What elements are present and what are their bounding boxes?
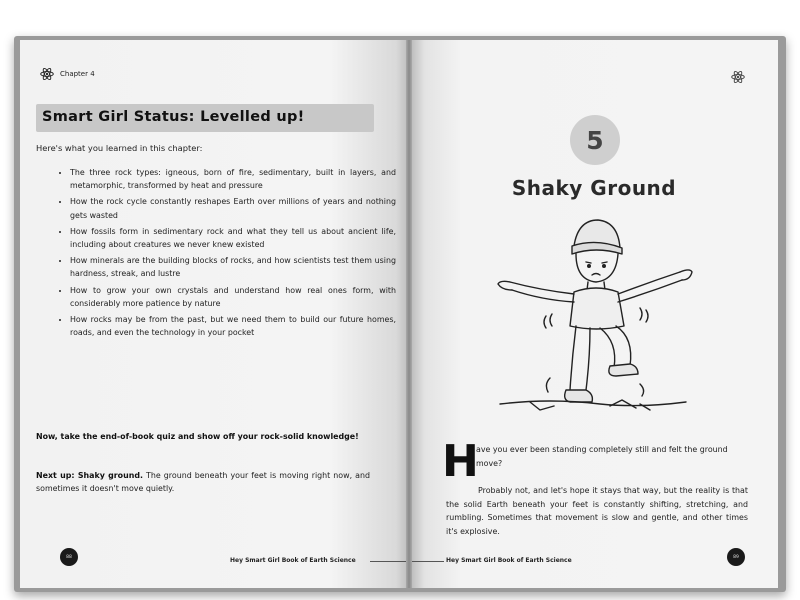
atom-icon [40,67,54,81]
drop-cap: H [442,436,479,487]
footer-title-right: Hey Smart Girl Book of Earth Science [446,557,572,564]
chapter-number-badge [570,115,620,165]
quiz-text: Now, take the end-of-book quiz and show off your rock-solid knowledge! [36,432,359,441]
footer-rule-right [412,561,444,562]
book-spine [406,40,412,588]
list-item: • How rocks may be from the past, but we need them to build our future homes, roads, and even the technology in your pocket [70,313,396,339]
list-item: • How the rock cycle constantly reshapes Earth over millions of years and nothing gets wasted [70,195,396,221]
footer-rule-left [370,561,406,562]
list-item: • How minerals are the building blocks of rocks, and how scientists test them using hardness, streak, and lustre [70,254,396,280]
chapter-title: Shaky Ground [511,176,677,200]
next-up-text [36,469,370,495]
list-item: • How fossils form in sedimentary rock and what they tell us about ancient life, including about creatures we never knew existed [70,225,396,251]
girl-balancing-illustration [490,208,694,418]
second-paragraph: Probably not, and let's hope it stays that way, but the reality is that the solid Earth beneath your feet is constantly shifting, stretching, and rumbling. Sometimes that movement is slow and gentle, and other times it's explosive. [446,486,748,536]
intro-text: Here's what you learned in this chapter: [36,143,203,153]
chapter-number: 5 [586,125,604,155]
footer-title-left: Hey Smart Girl Book of Earth Science [230,557,356,564]
chapter-label: Chapter 4 [60,70,95,78]
atom-icon [731,70,745,84]
list-item: • The three rock types: igneous, born of fire, sedimentary, built in layers, and metamorphic, transformed by heat and pressure [70,166,396,192]
status-banner [36,104,374,132]
next-up-label: Next up: Shaky ground. [36,471,143,480]
next-up-body: The ground beneath your feet is moving right now, and sometimes it doesn't move quietly. [36,471,371,494]
page-number-left: 88 [60,548,78,566]
chapter-header [40,67,95,81]
list-item: • How to grow your own crystals and understand how real ones form, with considerably more patience by nature [70,284,396,310]
opening-paragraph: ave you ever been standing completely still and felt the ground move? [476,445,728,468]
status-title: Smart Girl Status: Levelled up! [42,109,305,125]
page-number-right: 89 [727,548,745,566]
learned-list [44,166,396,342]
